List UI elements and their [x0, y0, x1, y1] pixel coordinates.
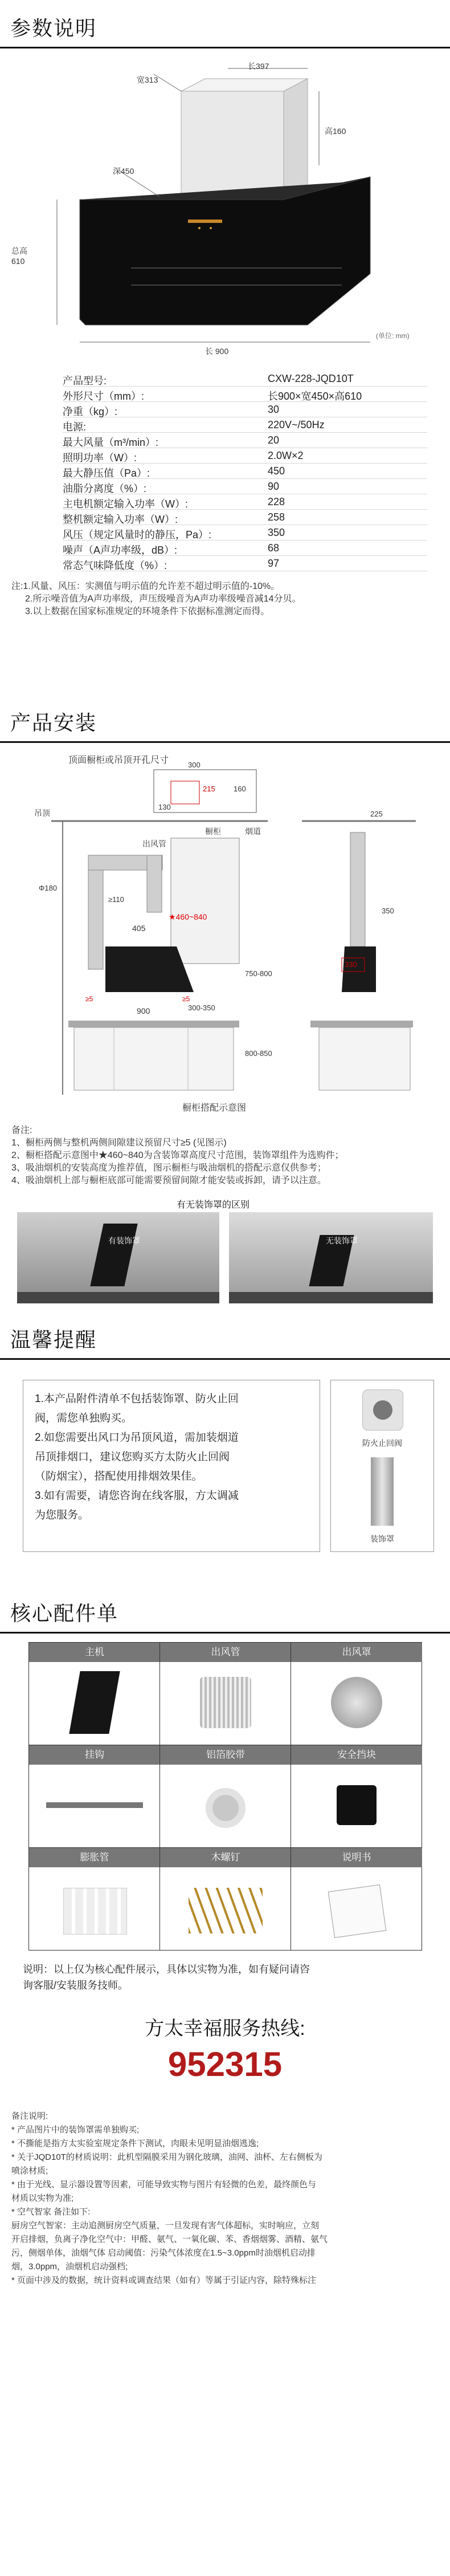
spec-key: 噪声（A声功率级，dB）:	[63, 545, 178, 556]
dim-label-900: 长 900	[205, 347, 229, 356]
remark-line: 材质以实物为准;	[11, 2193, 74, 2203]
spec-row	[63, 525, 427, 541]
section-header-tips	[0, 1311, 450, 1364]
foil-tape-image	[206, 1788, 246, 1828]
dim-900: 900	[137, 1006, 150, 1015]
install-note: 4、吸油烟机上部与橱柜底部可能需要预留间隙才能安装或拆卸，请予以注意。	[11, 1176, 326, 1185]
accessory-cell	[28, 1642, 160, 1745]
spec-note: 3.以上数据在国家标准规定的环境条件下依据标准测定而得。	[25, 607, 270, 616]
unit-label: (单位: mm)	[376, 332, 410, 340]
left-hood	[90, 1224, 137, 1286]
accessory-cell	[159, 1847, 291, 1951]
accessory-label: 安全挡块	[291, 1745, 422, 1765]
fire-valve-center	[373, 1400, 392, 1420]
install-note: 备注:	[11, 1126, 32, 1135]
tip-line: （防烟宝），搭配使用排烟效果佳。	[35, 1470, 203, 1482]
dim-750-800: 750-800	[245, 969, 272, 978]
dim-300-350: 300-350	[188, 1003, 215, 1012]
spec-key: 油脂分离度（%）:	[63, 483, 147, 494]
install-note: 2、橱柜搭配示意图中★460~840为含装饰罩高度尺寸范围，装饰罩组件为选购件；	[11, 1151, 344, 1160]
spec-value: 2.0W×2	[268, 450, 304, 461]
accessory-cell	[291, 1745, 422, 1848]
spec-key: 产品型号:	[63, 375, 107, 387]
accessory-note	[23, 1961, 433, 1993]
accessory-cell	[291, 1642, 422, 1745]
dim-label-397: 长397	[248, 62, 269, 71]
dim-160: 160	[234, 785, 246, 793]
compare-right-label: 无装饰罩	[326, 1236, 358, 1245]
spec-key: 整机额定输入功率（W）:	[63, 514, 178, 525]
kitchen-install-drawing	[0, 753, 450, 1118]
dim-label-313: 宽313	[137, 75, 158, 84]
accessory-label: 挂钩	[29, 1745, 160, 1765]
accessory-label: 主机	[29, 1643, 160, 1662]
tip-line: 3.如有需要，请您咨询在线客服，方太调减	[35, 1490, 239, 1502]
accessory-label: 膨胀管	[29, 1848, 160, 1867]
spec-key: 风压（规定风量时的静压，Pa）:	[63, 529, 212, 541]
spec-key: 照明功率（W）:	[63, 452, 137, 464]
install-note: 3、吸油烟机的安装高度为推荐值，图示橱柜与吸油烟机的搭配示意仅供参考；	[11, 1163, 326, 1173]
section-header-install	[0, 694, 450, 747]
top-cutout-caption: 顶面橱柜或吊顶开孔尺寸	[68, 755, 169, 765]
remark-line: 污，侧烟单体，油烟气体 启动阈值：污染气体浓度在1.5~3.0ppm时油烟机启动排	[11, 2248, 316, 2258]
spec-key: 净重（kg）:	[63, 406, 118, 417]
accessory-label: 出风罩	[291, 1643, 422, 1662]
spec-key: 常态气味降低度（%）:	[63, 560, 167, 571]
fire-valve-label: 防火止回阀	[362, 1439, 402, 1448]
section-title: 温馨提醒	[10, 1328, 97, 1351]
dim-350: 350	[382, 907, 394, 915]
remark-line: * 不撕能是指方太实验室规定条件下测试，肉眼未见明显油烟逃逸;	[11, 2139, 259, 2148]
label-cabinet: 橱柜	[205, 827, 221, 836]
tip-line: 为您服务。	[35, 1509, 89, 1521]
remark-line: * 空气智家 备注如下:	[11, 2207, 91, 2217]
spec-row	[63, 540, 427, 556]
spec-value: 30	[268, 404, 280, 415]
spec-row	[63, 401, 427, 417]
accessory-cell	[291, 1847, 422, 1951]
remark-line: * 产品图片中的装饰罩需单独购买;	[11, 2125, 140, 2135]
dim-225: 225	[370, 810, 383, 818]
dim-300: 300	[188, 761, 201, 769]
compare-left-label: 有装饰罩	[108, 1236, 140, 1245]
remark-line: 备注说明:	[11, 2111, 48, 2121]
section-title: 参数说明	[10, 17, 97, 40]
section-divider	[0, 1358, 450, 1360]
spec-row	[63, 417, 427, 433]
tip-line: 吊顶排烟口，建议您购买方太防火止回阀	[35, 1451, 230, 1463]
dim-label-610: 总高610	[11, 246, 27, 266]
spec-value: 350	[268, 527, 285, 538]
screws-image	[189, 1888, 263, 1933]
spec-row	[63, 386, 427, 402]
dim-130: 130	[158, 803, 171, 811]
dim-label-160: 高160	[325, 127, 346, 136]
label-flue: 烟道	[245, 827, 261, 836]
accessory-cell	[28, 1847, 160, 1951]
spec-notes	[11, 580, 439, 618]
dim-215: 215	[203, 785, 215, 793]
spec-value: CXW-228-JQD10T	[268, 373, 354, 384]
decorative-cover-image	[371, 1457, 394, 1526]
accessory-cell	[159, 1745, 291, 1848]
remark-line: 烟，3.0ppm，油烟机启动强档;	[11, 2262, 128, 2272]
spec-table	[0, 371, 450, 576]
spec-value: 97	[268, 558, 280, 569]
dim-gap-right: ≥5	[182, 995, 190, 1003]
tips-box	[23, 1380, 320, 1552]
dim-phi180: Φ180	[39, 884, 58, 892]
dim-label-450: 深450	[113, 166, 134, 176]
accessory-label: 说明书	[291, 1848, 422, 1867]
tips-products	[330, 1380, 434, 1552]
tips-text	[35, 1389, 314, 1525]
spec-row	[63, 463, 427, 479]
remark-line: * 关于JQD10T的材质说明：此机型隔膜采用为钢化玻璃，油网、油杯、左右侧板为	[11, 2152, 322, 2162]
anchor-image	[63, 1888, 127, 1935]
section-divider	[0, 741, 450, 743]
tip-line: 2.如您需要出风口为吊顶风道，需加装烟道	[35, 1432, 239, 1444]
compare-photo-right	[229, 1212, 433, 1303]
section-header-accessories	[0, 1585, 450, 1638]
spec-key: 电源:	[63, 421, 87, 433]
dim-460-840: ★460~840	[169, 912, 207, 921]
spec-value: 长900×宽450×高610	[268, 391, 362, 402]
remark-line: * 页面中涉及的数据，统计资料或调查结果（如有）等属于引证内容，除特殊标注	[11, 2276, 317, 2285]
range-hood-image	[69, 1671, 120, 1734]
spec-row	[63, 371, 427, 387]
dim-330: 330	[345, 960, 357, 969]
remark-line: 喷涂材质;	[11, 2166, 48, 2176]
spec-row	[63, 509, 427, 525]
spec-key: 主电机额定输入功率（W）:	[63, 498, 188, 510]
install-diagram	[0, 753, 450, 1118]
spec-row	[63, 555, 427, 571]
spec-value: 90	[268, 481, 280, 492]
section-title: 核心配件单	[10, 1602, 119, 1625]
spec-value: 228	[268, 496, 285, 507]
safety-block-image	[337, 1785, 377, 1825]
accessory-label: 出风管	[160, 1643, 291, 1662]
spec-key: 最大静压值（Pa）:	[63, 468, 150, 479]
section-header-params	[0, 0, 450, 52]
spec-key: 最大风量（m³/min）:	[63, 437, 158, 448]
section-divider	[0, 1632, 450, 1634]
tip-line: 1.本产品附件清单不包括装饰罩、防火止回	[35, 1393, 239, 1405]
spec-row	[63, 448, 427, 464]
dim-110: ≥110	[108, 895, 124, 904]
spec-note: 2.所示噪音值为A声功率级，声压级噪音为A声功率级噪音减14分贝。	[25, 594, 301, 604]
spec-value: 220V~/50Hz	[268, 419, 325, 430]
decorative-cover-label: 装饰罩	[370, 1534, 394, 1543]
spec-value: 258	[268, 511, 285, 523]
compare-block	[17, 1197, 433, 1306]
remarks	[11, 2110, 439, 2287]
right-counter	[229, 1292, 433, 1303]
accessory-note-line: 询客服/安装服务技师。	[23, 1980, 128, 1991]
remark-line: 开启排烟，负离子净化空气中：甲醛、氨气、一氧化碳、苯、香烟烟雾、酒精、氨气	[11, 2234, 328, 2244]
accessory-grid	[28, 1642, 422, 1951]
install-note: 1、橱柜两侧与整机两侧间隙建议预留尺寸≥5 (见图示)	[11, 1138, 227, 1148]
remark-line: * 由于光线、显示器设置等因素，可能导致实物与图片有轻微的色差，最终颜色与	[11, 2180, 317, 2189]
spec-value: 450	[268, 465, 285, 477]
label-duct: 出风管	[142, 839, 166, 848]
manual-image	[328, 1884, 387, 1938]
accessory-cell	[159, 1642, 291, 1745]
outlet-cover-image	[331, 1677, 382, 1728]
dim-800-850: 800-850	[245, 1049, 272, 1058]
compare-photo-left	[17, 1212, 219, 1303]
hotline-number: 952315	[167, 2045, 283, 2083]
accessory-label: 铝箔胶带	[160, 1745, 291, 1765]
duct-image	[200, 1677, 251, 1728]
spec-note: 注:1.风量、风压：实测值与明示值的允许差不超过明示值的-10%。	[11, 582, 280, 591]
install-caption: 橱柜搭配示意图	[182, 1103, 247, 1113]
accessory-cell	[28, 1745, 160, 1848]
range-hood-drawing	[0, 57, 450, 354]
spec-value: 20	[268, 434, 280, 446]
section-title: 产品安装	[10, 711, 97, 734]
dim-405: 405	[132, 924, 146, 933]
section-divider	[0, 47, 450, 48]
left-counter	[17, 1292, 219, 1303]
label-ceiling: 吊顶	[34, 808, 50, 818]
spec-key: 外形尺寸（mm）:	[63, 391, 144, 402]
accessory-label: 木螺钉	[160, 1848, 291, 1867]
hook-image	[46, 1802, 143, 1808]
spec-row	[63, 494, 427, 510]
install-notes	[11, 1124, 444, 1187]
fire-valve-image	[362, 1389, 403, 1431]
spec-row	[63, 478, 427, 494]
compare-title: 有无装饰罩的区别	[177, 1200, 250, 1210]
dimension-diagram	[0, 57, 450, 354]
dim-gap-left: ≥5	[85, 995, 93, 1003]
tip-line: 阀，需您单独购买。	[35, 1412, 133, 1424]
spec-value: 68	[268, 542, 280, 554]
remark-line: 厨房空气智家：主动追测厨房空气质量，一旦发现有害气体超标，实时响应，立刻	[11, 2221, 320, 2230]
spec-row	[63, 432, 427, 448]
accessory-note-line: 说明：以上仅为核心配件展示，具体以实物为准，如有疑问请咨	[23, 1964, 310, 1975]
hotline-label: 方太幸福服务热线:	[145, 2018, 305, 2039]
